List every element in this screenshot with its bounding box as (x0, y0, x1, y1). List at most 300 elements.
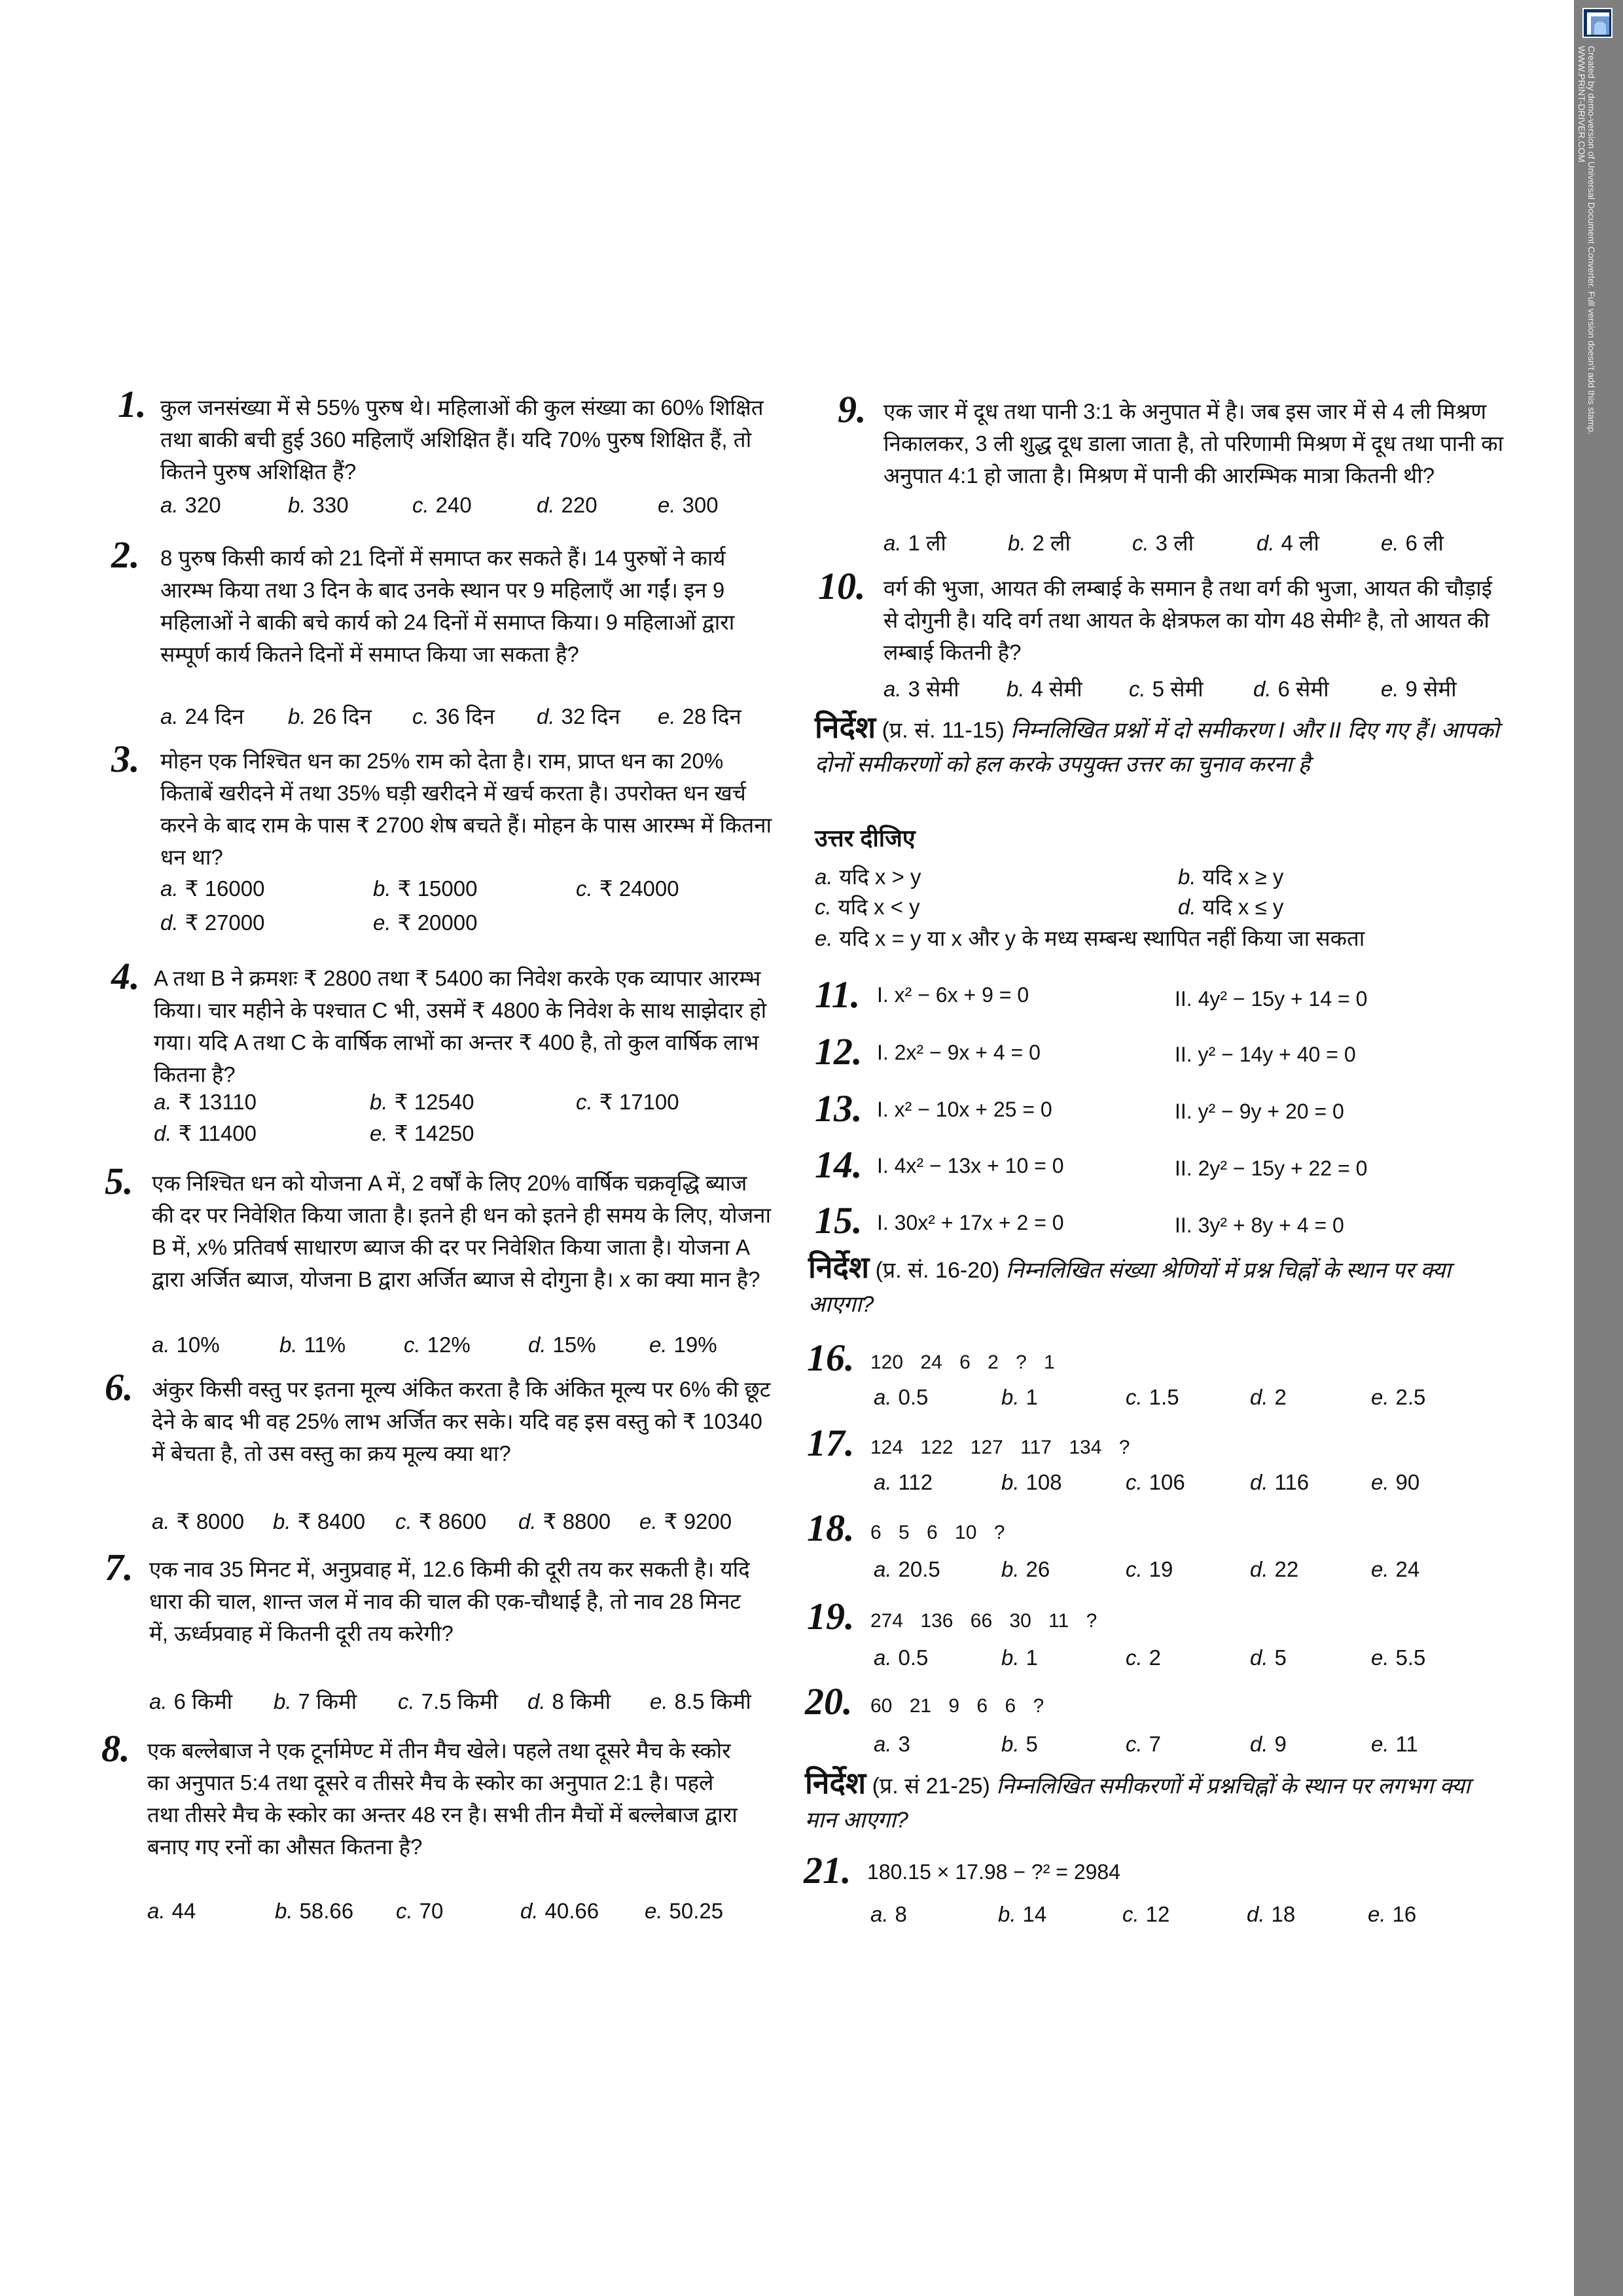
choice-b (1178, 864, 1283, 890)
option-value: 19% (673, 1333, 717, 1357)
option-label: c. (1126, 1385, 1143, 1409)
option-value: ₹ 14250 (394, 1121, 474, 1145)
option-label: c. (1126, 1557, 1143, 1581)
question-number: 16. (807, 1336, 855, 1379)
option-label: a. (149, 1689, 168, 1713)
option-value: 7 किमी (298, 1689, 357, 1713)
question-number: 11. (815, 973, 861, 1016)
option-c[interactable] (1126, 1469, 1185, 1496)
option-e[interactable] (639, 1509, 732, 1535)
option-b[interactable] (1001, 1556, 1050, 1583)
option-label: d. (527, 1689, 546, 1713)
option-value: 44 (171, 1899, 196, 1923)
option-value: ₹ 11400 (178, 1121, 257, 1145)
option-label: b. (1001, 1645, 1020, 1670)
question-number: 13. (815, 1087, 863, 1130)
option-b[interactable] (370, 1089, 474, 1115)
option-label: a. (147, 1899, 166, 1923)
option-value: 8.5 किमी (674, 1689, 751, 1713)
series-terms: 120 24 6 2 ? 1 (870, 1352, 1055, 1373)
option-value: 6 सेमी (1277, 677, 1329, 701)
option-value: 19 (1149, 1557, 1173, 1581)
option-a[interactable] (883, 530, 946, 556)
option-label: d. (1250, 1385, 1268, 1409)
option-d[interactable] (154, 1121, 257, 1147)
option-b[interactable] (1001, 1384, 1038, 1410)
question-number: 10. (818, 565, 866, 607)
option-value: 14 (1022, 1902, 1047, 1926)
choice-label: e. (815, 926, 833, 950)
option-value: 116 (1274, 1470, 1310, 1494)
option-e[interactable] (1371, 1731, 1418, 1757)
question-number: 12. (815, 1030, 863, 1073)
question-number: 6. (105, 1366, 134, 1408)
option-value: ₹ 17100 (599, 1090, 679, 1114)
direction-heading: निर्देश (815, 710, 876, 744)
option-c[interactable] (412, 704, 495, 730)
option-label: d. (1247, 1902, 1265, 1926)
question-text: 8 पुरुष किसी कार्य को 21 दिनों में समाप्त कर सकते हैं। 14 पुरुषों ने कार्य आरम्भ किया तथा 3 दिन के बाद उनके स्थान पर 9 महिलाएँ आ गईं। इन 9 महिलाओं ने बाकी बचे कार्य को 24 दिनों में समाप्त किया। 9 महिलाओं द्वारा सम्पूर्ण कार्य कितने दिनों में समाप्त किया जा सकता है? (160, 546, 735, 666)
option-value: 3 (898, 1732, 910, 1756)
option-value: 220 (561, 493, 597, 517)
option-label: b. (1008, 531, 1026, 555)
option-c[interactable] (395, 1509, 486, 1535)
option-b[interactable] (274, 1689, 357, 1715)
option-value: 12 (1145, 1902, 1170, 1926)
option-value: 0.5 (898, 1385, 929, 1409)
option-value: 300 (682, 493, 719, 517)
choice-label: d. (1178, 895, 1196, 919)
choice-label: c. (815, 895, 832, 919)
option-label: b. (373, 876, 391, 901)
series-terms: 6 5 6 10 ? (870, 1522, 1005, 1543)
question-text: मोहन एक निश्चित धन का 25% राम को देता है। राम, प्राप्त धन का 20% किताबें खरीदने में तथा 35% घड़ी खरीदने में खर्च करता है। उपरोक्त धन खर्च करने के बाद राम के पास ₹ 2700 शेष बचते हैं। मोहन के पास आरम्भ में कितना धन था? (160, 749, 772, 869)
option-b[interactable] (273, 1509, 365, 1535)
option-label: a. (160, 876, 179, 901)
option-label: d. (1253, 677, 1272, 701)
option-d[interactable] (537, 704, 620, 730)
option-value: 24 (1395, 1557, 1420, 1581)
option-a[interactable] (874, 1645, 928, 1671)
direction-body: निम्नलिखित प्रश्नों में दो समीकरण I और II दिए गए हैं। आपको दोनों समीकरणों को हल करके उपयुक्त उत्तर का चुनाव करना है (815, 718, 1499, 777)
direction-range: (प्र. सं 21-25) (872, 1774, 990, 1799)
option-value: ₹ 8600 (418, 1509, 487, 1534)
option-value: 22 (1274, 1557, 1299, 1581)
option-e[interactable] (645, 1898, 723, 1924)
option-label: d. (1257, 531, 1275, 555)
option-c[interactable] (1129, 676, 1204, 702)
option-b[interactable] (1001, 1469, 1062, 1496)
option-value: 0.5 (898, 1645, 929, 1670)
option-c[interactable] (1126, 1556, 1173, 1583)
option-value: 240 (435, 493, 472, 517)
option-value: 4 ली (1281, 531, 1319, 555)
option-value: 7 (1149, 1732, 1162, 1756)
direction-heading: निर्देश (808, 1250, 870, 1284)
option-label: d. (1250, 1732, 1268, 1756)
equation-i: I. x² − 6x + 9 = 0 (877, 983, 1029, 1007)
option-value: 112 (898, 1470, 933, 1494)
option-a[interactable] (152, 1332, 220, 1358)
option-value: 11% (304, 1333, 346, 1357)
option-label: c. (1129, 677, 1146, 701)
equation-ii: II. 2y² − 15y + 22 = 0 (1175, 1157, 1368, 1180)
equation-i: I. 2x² − 9x + 4 = 0 (877, 1041, 1041, 1064)
option-b[interactable] (998, 1901, 1046, 1928)
option-value: 1 ली (908, 531, 946, 555)
option-value: 5 (1026, 1732, 1038, 1756)
option-label: e. (1381, 677, 1399, 701)
option-c[interactable] (576, 1089, 679, 1115)
option-d[interactable] (1250, 1469, 1309, 1496)
direction-heading: निर्देश (805, 1766, 866, 1800)
option-b[interactable] (288, 492, 349, 518)
question-number: 8. (101, 1727, 130, 1770)
option-a[interactable] (149, 1689, 232, 1715)
option-e[interactable] (649, 1332, 717, 1358)
option-d[interactable] (518, 1509, 611, 1535)
option-value: 28 दिन (682, 704, 741, 728)
option-d[interactable] (1250, 1384, 1287, 1410)
option-a[interactable] (147, 1898, 196, 1924)
option-a[interactable] (874, 1556, 940, 1583)
choice-value: यदि x ≤ y (1202, 895, 1284, 919)
option-label: b. (274, 1689, 292, 1713)
option-value: ₹ 16000 (185, 876, 265, 901)
option-e[interactable] (1381, 530, 1444, 556)
option-label: a. (870, 1902, 889, 1926)
option-label: b. (279, 1333, 298, 1357)
option-value: ₹ 15000 (397, 876, 478, 901)
option-e[interactable] (1371, 1469, 1419, 1496)
option-d[interactable] (1250, 1731, 1287, 1757)
option-label: c. (412, 493, 429, 517)
option-value: 2 (1149, 1645, 1162, 1670)
question-number: 19. (807, 1595, 855, 1638)
series-terms: 60 21 9 6 6 ? (870, 1695, 1044, 1717)
option-label: a. (152, 1509, 170, 1534)
question-number: 15. (815, 1199, 863, 1242)
question-text: वर्ग की भुजा, आयत की लम्बाई के समान है तथा वर्ग की भुजा, आयत की चौड़ाई से दोगुनी है। यदि वर्ग तथा आयत के क्षेत्रफल का योग 48 सेमी² है, तो आयत की लम्बाई कितनी है? (883, 576, 1492, 664)
question-number: 4. (111, 955, 140, 997)
option-label: e. (370, 1121, 388, 1145)
option-label: c. (398, 1689, 415, 1713)
option-a[interactable] (160, 704, 244, 730)
question-number: 20. (805, 1680, 853, 1723)
question-text: एक निश्चित धन को योजना A में, 2 वर्षों के लिए 20% वार्षिक चक्रवृद्धि ब्याज की दर पर निवेशित किया जाता है। इतने ही धन को इतने ही समय के लिए, योजना B में, x% प्रतिवर्ष साधारण ब्याज की दर पर निवेशित किया जाता है। योजना A द्वारा अर्जित ब्याज, योजना B द्वारा अर्जित ब्याज से दोगुना है। x का क्या मान है? (152, 1171, 772, 1291)
option-c[interactable] (404, 1332, 471, 1358)
option-value: 8 (895, 1902, 907, 1926)
option-value: 50.25 (669, 1899, 724, 1923)
equation-ii: II. y² − 9y + 20 = 0 (1175, 1100, 1344, 1123)
direction-21-25 (805, 1766, 1505, 1837)
option-d[interactable] (1247, 1901, 1295, 1928)
option-value: 16 (1392, 1902, 1417, 1926)
option-a[interactable] (160, 492, 221, 518)
option-label: a. (874, 1470, 892, 1494)
option-label: a. (883, 677, 902, 701)
option-label: c. (412, 704, 429, 728)
choice-value: यदि x ≥ y (1202, 865, 1284, 889)
option-label: d. (1250, 1645, 1268, 1670)
direction-body: निम्नलिखित संख्या श्रेणियों में प्रश्न चिह्नों के स्थान पर क्या आएगा? (808, 1258, 1452, 1317)
option-e[interactable] (1371, 1384, 1425, 1410)
option-value: 5.5 (1395, 1645, 1426, 1670)
option-label: b. (273, 1509, 291, 1534)
option-c[interactable] (396, 1898, 443, 1924)
option-label: b. (1007, 677, 1025, 701)
watermark-strip (1574, 0, 1623, 2296)
option-e[interactable] (373, 910, 477, 936)
option-c[interactable] (398, 1689, 498, 1715)
option-e[interactable] (658, 704, 741, 730)
option-a[interactable] (883, 676, 959, 702)
option-value: 1 (1026, 1645, 1038, 1670)
series-terms: 274 136 66 30 11 ? (870, 1610, 1097, 1632)
option-b[interactable] (275, 1898, 353, 1924)
question-text: कुल जनसंख्या में से 55% पुरुष थे। महिलाओं की कुल संख्या का 60% शिक्षित तथा बाकी बची हुई 360 महिलाएँ अशिक्षित हैं। यदि 70% पुरुष शिक्षित हैं, तो कितने पुरुष अशिक्षित हैं? (160, 395, 764, 484)
option-value: 26 (1026, 1557, 1050, 1581)
option-label: d. (518, 1509, 537, 1534)
universal-document-converter-logo-icon (1582, 8, 1613, 38)
option-a[interactable] (870, 1901, 907, 1928)
option-b[interactable] (288, 704, 372, 730)
option-label: c. (395, 1509, 412, 1534)
option-a[interactable] (160, 876, 264, 902)
option-e[interactable] (1371, 1645, 1425, 1671)
option-label: a. (874, 1385, 892, 1409)
option-value: 15% (552, 1333, 596, 1357)
direction-range: (प्र. सं. 11-15) (882, 718, 1005, 743)
option-label: e. (658, 704, 676, 728)
option-e[interactable] (658, 492, 719, 518)
option-c[interactable] (576, 876, 679, 902)
question-number: 17. (807, 1422, 855, 1464)
option-value: 2 (1274, 1385, 1287, 1409)
option-label: d. (537, 704, 555, 728)
question-text: एक जार में दूध तथा पानी 3:1 के अनुपात में है। जब इस जार में से 4 ली मिश्रण निकालकर, 3 ली शुद्ध दूध डाला जाता है, तो परिणामी मिश्रण में दूध तथा पानी का अनुपात 4:1 हो जाता है। मिश्रण में पानी की आरम्भिक मात्रा कितनी थी? (883, 399, 1504, 488)
option-value: 90 (1395, 1470, 1420, 1494)
option-label: e. (1368, 1902, 1386, 1926)
direction-range: (प्र. सं. 16-20) (875, 1258, 1000, 1283)
option-value: 2 ली (1032, 531, 1071, 555)
option-c[interactable] (1122, 1901, 1169, 1928)
option-value: 7.5 किमी (421, 1689, 498, 1713)
option-label: c. (1126, 1732, 1143, 1756)
option-label: e. (1381, 531, 1399, 555)
option-value: 9 सेमी (1405, 677, 1457, 701)
option-d[interactable] (520, 1898, 599, 1924)
option-c[interactable] (1126, 1384, 1179, 1410)
option-label: c. (1126, 1470, 1143, 1494)
option-e[interactable] (650, 1689, 751, 1715)
option-value: ₹ 27000 (185, 910, 265, 935)
option-label: a. (160, 704, 179, 728)
option-label: e. (373, 910, 391, 935)
option-label: a. (883, 531, 902, 555)
question-number: 2. (111, 533, 140, 576)
option-b[interactable] (1001, 1731, 1038, 1757)
direction-11-15 (815, 710, 1508, 781)
equation-i: I. x² − 10x + 25 = 0 (877, 1098, 1052, 1121)
choice-label: b. (1178, 865, 1196, 889)
option-a[interactable] (152, 1509, 244, 1535)
equation-ii: II. 4y² − 15y + 14 = 0 (1175, 987, 1368, 1011)
option-value: 10% (176, 1333, 220, 1357)
option-value: 6 ली (1405, 531, 1444, 555)
option-value: 70 (419, 1899, 444, 1923)
option-d[interactable] (160, 910, 264, 936)
option-value: 36 दिन (435, 704, 495, 728)
option-label: d. (528, 1333, 546, 1357)
option-label: d. (160, 910, 179, 935)
option-label: e. (645, 1899, 663, 1923)
option-c[interactable] (1132, 530, 1194, 556)
option-b[interactable] (1001, 1645, 1038, 1671)
option-d[interactable] (1257, 530, 1319, 556)
option-value: 3 सेमी (908, 677, 959, 701)
option-c[interactable] (1126, 1731, 1161, 1757)
option-e[interactable] (1381, 676, 1457, 702)
option-value: 1 (1026, 1385, 1038, 1409)
option-label: a. (874, 1732, 892, 1756)
series-terms: 124 122 127 117 134 ? (870, 1437, 1130, 1458)
option-d[interactable] (1253, 676, 1329, 702)
question-text: एक नाव 35 मिनट में, अनुप्रवाह में, 12.6 किमी की दूरी तय कर सकती है। यदि धारा की चाल, शान्त जल में नाव की चाल की एक-चौथाई है, तो नाव 28 मिनट में, ऊर्ध्वप्रवाह में कितनी दूरी तय करेगी? (149, 1557, 750, 1645)
watermark-url: WWW.PRINT-DRIVER.COM (1577, 46, 1587, 163)
choice-d (1178, 894, 1283, 920)
option-value: ₹ 24000 (599, 876, 679, 901)
question-number: 18. (807, 1507, 855, 1549)
option-d[interactable] (1250, 1645, 1287, 1671)
option-label: b. (998, 1902, 1016, 1926)
equation-i: I. 30x² + 17x + 2 = 0 (877, 1211, 1064, 1234)
option-label: b. (288, 493, 306, 517)
option-label: b. (1001, 1732, 1020, 1756)
option-e[interactable] (1371, 1556, 1419, 1583)
option-value: 26 दिन (312, 704, 372, 728)
option-value: 20.5 (898, 1557, 940, 1581)
option-value: 18 (1271, 1902, 1296, 1926)
option-label: b. (1001, 1557, 1020, 1581)
option-c[interactable] (412, 492, 472, 518)
approx-expression: 180.15 × 17.98 − ?² = 2984 (867, 1860, 1120, 1884)
option-label: e. (1371, 1732, 1389, 1756)
option-e[interactable] (1368, 1901, 1416, 1928)
option-value: 1.5 (1149, 1385, 1179, 1409)
option-d[interactable] (528, 1332, 596, 1358)
option-d[interactable] (1250, 1556, 1298, 1583)
option-a[interactable] (874, 1469, 933, 1496)
question-number: 1. (118, 383, 147, 425)
option-b[interactable] (1007, 676, 1082, 702)
option-value: 5 सेमी (1152, 677, 1204, 701)
option-value: ₹ 8000 (176, 1509, 245, 1534)
option-d[interactable] (537, 492, 597, 518)
option-value: 9 (1274, 1732, 1287, 1756)
option-b[interactable] (1008, 530, 1071, 556)
option-value: 6 किमी (173, 1689, 233, 1713)
equation-ii: II. y² − 14y + 40 = 0 (1175, 1043, 1356, 1066)
choice-e (815, 925, 1364, 952)
option-label: b. (288, 704, 306, 728)
answer-choices (815, 864, 1508, 969)
option-label: a. (874, 1557, 892, 1581)
option-c[interactable] (1126, 1645, 1161, 1671)
option-value: ₹ 8400 (297, 1509, 366, 1534)
option-label: e. (658, 493, 676, 517)
option-b[interactable] (373, 876, 477, 902)
choice-label: a. (815, 865, 833, 889)
option-value: 106 (1149, 1470, 1185, 1494)
option-b[interactable] (279, 1332, 346, 1358)
question-text: A तथा B ने क्रमशः ₹ 2800 तथा ₹ 5400 का निवेश करके एक व्यापार आरम्भ किया। चार महीने के पश्चात C भी, उसमें ₹ 4800 के निवेश के साथ साझेदार हो गया। यदि A तथा C के वार्षिक लाभों का अन्तर ₹ 400 है, तो कुल वार्षिक लाभ कितना है? (154, 966, 767, 1086)
question-text: अंकुर किसी वस्तु पर इतना मूल्य अंकित करता है कि अंकित मूल्य पर 6% की छूट देने के बाद भी वह 25% लाभ अर्जित कर सके। यदि वह इस वस्तु को ₹ 10340 में बेचता है, तो उस वस्तु का क्रय मूल्य क्या था? (152, 1377, 771, 1465)
equation-i: I. 4x² − 13x + 10 = 0 (877, 1154, 1064, 1177)
equation-ii: II. 3y² + 8y + 4 = 0 (1175, 1213, 1344, 1237)
option-e[interactable] (370, 1121, 474, 1147)
option-value: 330 (312, 493, 349, 517)
option-label: c. (1132, 531, 1149, 555)
option-label: a. (160, 493, 179, 517)
option-label: a. (154, 1090, 172, 1114)
option-value: 40.66 (544, 1899, 599, 1923)
direction-body: निम्नलिखित समीकरणों में प्रश्नचिह्नों के स्थान पर लगभग क्या मान आएगा? (805, 1774, 1471, 1833)
question-text: एक बल्लेबाज ने एक टूर्नामेण्ट में तीन मैच खेले। पहले तथा दूसरे मैच के स्कोर का अनुपात 5:4 तथा दूसरे व तीसरे मैच के स्कोर का अनुपात 2:1 है। पहले तथा तीसरे मैच के स्कोर का अन्तर 48 रन है। सभी तीन मैचों में बल्लेबाज द्वारा बनाए गए रनों का औसत कितना है? (147, 1738, 738, 1859)
option-label: c. (404, 1333, 421, 1357)
option-label: d. (520, 1899, 539, 1923)
option-label: e. (1371, 1385, 1389, 1409)
question-number: 14. (815, 1143, 863, 1186)
question-number: 7. (105, 1546, 134, 1588)
option-label: e. (639, 1509, 658, 1534)
option-value: 32 दिन (561, 704, 620, 728)
option-label: c. (576, 876, 593, 901)
option-a[interactable] (874, 1384, 928, 1410)
option-value: 8 किमी (552, 1689, 611, 1713)
option-value: 12% (427, 1333, 471, 1357)
question-number: 3. (111, 738, 140, 780)
option-value: 5 (1274, 1645, 1287, 1670)
watermark-stamp-text: Created by demo-version of Universal Document Converter. Full version doesn't add this stamp. (1586, 46, 1597, 435)
option-label: a. (874, 1645, 892, 1670)
option-d[interactable] (527, 1689, 611, 1715)
option-a[interactable] (874, 1731, 910, 1757)
option-label: b. (275, 1899, 293, 1923)
option-label: d. (1250, 1557, 1268, 1581)
option-a[interactable] (154, 1089, 257, 1115)
option-value: 108 (1026, 1470, 1062, 1494)
option-label: b. (370, 1090, 388, 1114)
option-label: e. (1371, 1557, 1389, 1581)
option-label: d. (154, 1121, 172, 1145)
option-value: 4 सेमी (1031, 677, 1082, 701)
option-label: e. (649, 1333, 668, 1357)
choice-value: यदि x > y (839, 865, 921, 889)
option-value: 320 (185, 493, 221, 517)
option-label: b. (1001, 1385, 1020, 1409)
option-label: c. (1126, 1645, 1143, 1670)
option-value: ₹ 12540 (394, 1090, 474, 1114)
option-label: a. (152, 1333, 170, 1357)
option-value: ₹ 13110 (178, 1090, 257, 1114)
option-label: c. (576, 1090, 593, 1114)
option-value: 11 (1395, 1732, 1418, 1756)
option-label: d. (537, 493, 555, 517)
question-number: 21. (804, 1849, 851, 1892)
answer-heading: उत्तर दीजिए (815, 825, 916, 852)
choice-value: यदि x < y (838, 895, 920, 919)
